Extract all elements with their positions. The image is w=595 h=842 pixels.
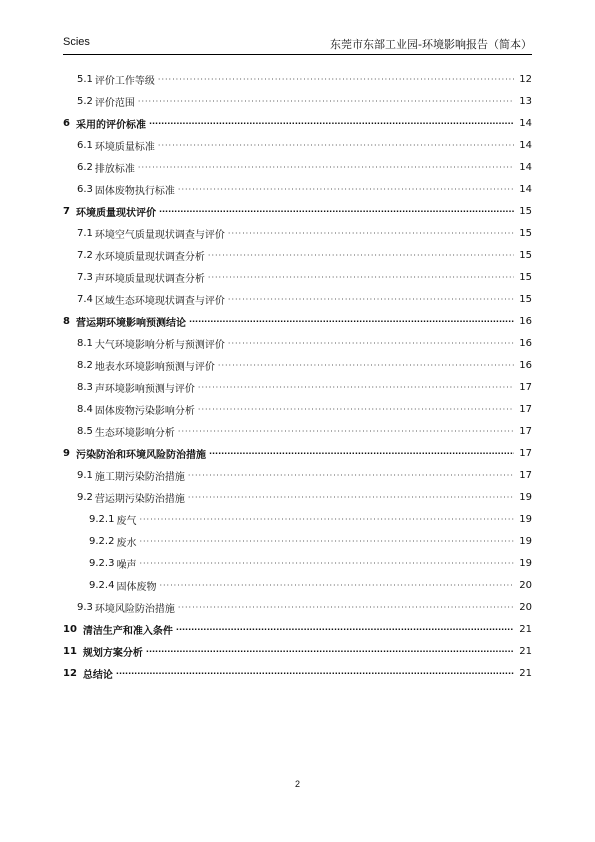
- toc-entry[interactable]: [63, 156, 532, 178]
- toc-entry-page: 19: [519, 513, 532, 525]
- toc-dot-leader: [159, 207, 514, 216]
- toc-entry-title: 营运期污染防治措施: [94, 493, 185, 505]
- toc-entry[interactable]: [63, 68, 532, 90]
- toc-entry-title: 生态环境影响分析: [94, 427, 175, 439]
- toc-entry-number: 9.2.2: [89, 535, 115, 547]
- toc-entry-title: 地表水环境影响预测与评价: [94, 361, 215, 373]
- toc-entry-page: 21: [519, 667, 532, 679]
- toc-dot-leader: [139, 537, 514, 546]
- toc-dot-leader: [158, 75, 514, 84]
- toc-dot-leader: [149, 119, 514, 128]
- toc-entry-page: 16: [519, 359, 532, 371]
- toc-dot-leader: [188, 471, 514, 480]
- toc-entry-title: 环境风险防治措施: [94, 603, 175, 615]
- toc-entry[interactable]: [63, 134, 532, 156]
- toc-dot-leader: [208, 251, 514, 260]
- toc-entry-number: 5.1: [77, 73, 93, 85]
- toc-entry-number: 12: [63, 667, 77, 679]
- toc-entry-page: 14: [519, 183, 532, 195]
- toc-entry-number: 8.5: [77, 425, 93, 437]
- toc-dot-leader: [139, 559, 514, 568]
- toc-entry-number: 10: [63, 623, 77, 635]
- toc-dot-leader: [158, 141, 514, 150]
- toc-entry-number: 9: [63, 447, 70, 459]
- toc-dot-leader: [139, 515, 514, 524]
- toc-entry-title: 施工期污染防治措施: [94, 471, 185, 483]
- toc-entry-title: 大气环境影响分析与预测评价: [94, 339, 225, 351]
- table-of-contents: [63, 68, 532, 684]
- toc-entry-page: 17: [519, 403, 532, 415]
- toc-dot-leader: [188, 493, 514, 502]
- header-report-title: 东莞市东部工业园-环境影响报告（简本）: [330, 38, 532, 51]
- toc-entry-title: 区域生态环境现状调查与评价: [94, 295, 225, 307]
- toc-entry-title: 固体废物执行标准: [94, 185, 175, 197]
- toc-entry-number: 6: [63, 117, 70, 129]
- toc-entry-title: 总结论: [82, 669, 113, 681]
- toc-dot-leader: [159, 581, 514, 590]
- toc-dot-leader: [189, 317, 514, 326]
- toc-entry-number: 9.2.1: [89, 513, 115, 525]
- toc-entry-page: 14: [519, 117, 532, 129]
- toc-entry-number: 9.2.3: [89, 557, 115, 569]
- toc-dot-leader: [178, 427, 514, 436]
- toc-entry[interactable]: [63, 112, 532, 134]
- toc-dot-leader: [218, 361, 514, 370]
- toc-dot-leader: [208, 273, 514, 282]
- toc-entry-title: 排放标准: [94, 163, 135, 175]
- toc-entry[interactable]: [63, 90, 532, 112]
- toc-entry-page: 21: [519, 623, 532, 635]
- toc-entry-number: 8.2: [77, 359, 93, 371]
- toc-entry[interactable]: [63, 662, 532, 684]
- toc-entry-title: 固体废物: [116, 581, 157, 593]
- toc-entry-number: 8.4: [77, 403, 93, 415]
- toc-dot-leader: [138, 163, 514, 172]
- toc-entry-title: 声环境影响预测与评价: [94, 383, 195, 395]
- toc-entry-number: 7.3: [77, 271, 93, 283]
- toc-entry-title: 水环境质量现状调查分析: [94, 251, 205, 263]
- toc-entry-number: 6.3: [77, 183, 93, 195]
- toc-entry[interactable]: [63, 442, 532, 464]
- toc-entry-page: 17: [519, 381, 532, 393]
- toc-entry-page: 14: [519, 139, 532, 151]
- toc-entry-page: 15: [519, 271, 532, 283]
- toc-entry[interactable]: [63, 178, 532, 200]
- toc-dot-leader: [228, 339, 514, 348]
- toc-dot-leader: [198, 405, 514, 414]
- toc-entry[interactable]: [63, 200, 532, 222]
- toc-entry-title: 固体废物污染影响分析: [94, 405, 195, 417]
- toc-entry[interactable]: [63, 398, 532, 420]
- toc-entry-page: 15: [519, 249, 532, 261]
- toc-dot-leader: [228, 229, 514, 238]
- toc-entry[interactable]: [63, 508, 532, 530]
- toc-dot-leader: [178, 603, 514, 612]
- toc-entry[interactable]: [63, 640, 532, 662]
- toc-entry[interactable]: [63, 266, 532, 288]
- toc-entry[interactable]: [63, 310, 532, 332]
- toc-entry-number: 9.2: [77, 491, 93, 503]
- toc-entry-page: 15: [519, 227, 532, 239]
- toc-entry-number: 5.2: [77, 95, 93, 107]
- toc-entry[interactable]: [63, 574, 532, 596]
- toc-dot-leader: [116, 669, 514, 678]
- toc-entry-page: 17: [519, 469, 532, 481]
- toc-entry-number: 6.2: [77, 161, 93, 173]
- toc-entry-title: 废水: [116, 537, 137, 549]
- toc-entry[interactable]: [63, 420, 532, 442]
- toc-entry-title: 环境质量标准: [94, 141, 155, 153]
- toc-entry-number: 9.1: [77, 469, 93, 481]
- toc-entry[interactable]: [63, 288, 532, 310]
- toc-entry-page: 14: [519, 161, 532, 173]
- toc-entry-title: 环境质量现状评价: [75, 207, 156, 219]
- toc-entry[interactable]: [63, 244, 532, 266]
- toc-entry-page: 20: [519, 579, 532, 591]
- toc-dot-leader: [176, 625, 514, 634]
- toc-dot-leader: [228, 295, 514, 304]
- toc-entry-page: 19: [519, 557, 532, 569]
- toc-entry-title: 清洁生产和准入条件: [82, 625, 173, 637]
- toc-entry-page: 15: [519, 205, 532, 217]
- toc-entry-number: 8: [63, 315, 70, 327]
- toc-entry-title: 评价工作等级: [94, 75, 155, 87]
- toc-entry-number: 7.1: [77, 227, 93, 239]
- toc-entry-page: 19: [519, 491, 532, 503]
- toc-entry-page: 16: [519, 337, 532, 349]
- toc-dot-leader: [209, 449, 514, 458]
- toc-entry-page: 19: [519, 535, 532, 547]
- toc-entry[interactable]: [63, 354, 532, 376]
- toc-entry[interactable]: [63, 486, 532, 508]
- toc-entry-number: 8.3: [77, 381, 93, 393]
- header-left-text: Scies: [63, 36, 90, 48]
- toc-entry-number: 8.1: [77, 337, 93, 349]
- toc-entry[interactable]: [63, 552, 532, 574]
- toc-entry-title: 废气: [116, 515, 137, 527]
- toc-entry[interactable]: [63, 530, 532, 552]
- toc-entry-page: 12: [519, 73, 532, 85]
- toc-entry-title: 噪声: [116, 559, 137, 571]
- toc-entry-page: 13: [519, 95, 532, 107]
- toc-dot-leader: [138, 97, 514, 106]
- toc-entry-page: 17: [519, 425, 532, 437]
- toc-entry-title: 评价范围: [94, 97, 135, 109]
- toc-entry-title: 环境空气质量现状调查与评价: [94, 229, 225, 241]
- toc-entry-number: 11: [63, 645, 77, 657]
- toc-entry-title: 规划方案分析: [82, 647, 143, 659]
- toc-entry[interactable]: [63, 596, 532, 618]
- toc-entry-page: 15: [519, 293, 532, 305]
- toc-dot-leader: [178, 185, 514, 194]
- toc-entry[interactable]: [63, 376, 532, 398]
- toc-entry-page: 21: [519, 645, 532, 657]
- toc-entry-title: 污染防治和环境风险防治措施: [75, 449, 206, 461]
- toc-entry[interactable]: [63, 618, 532, 640]
- toc-entry-page: 17: [519, 447, 532, 459]
- toc-entry[interactable]: [63, 332, 532, 354]
- toc-entry-number: 6.1: [77, 139, 93, 151]
- page-number: 2: [294, 779, 300, 789]
- toc-entry-number: 9.3: [77, 601, 93, 613]
- toc-entry[interactable]: [63, 222, 532, 244]
- toc-entry[interactable]: [63, 464, 532, 486]
- toc-dot-leader: [198, 383, 514, 392]
- toc-entry-number: 7.2: [77, 249, 93, 261]
- page-header: [63, 36, 532, 55]
- toc-entry-number: 7: [63, 205, 70, 217]
- toc-entry-title: 采用的评价标准: [75, 119, 146, 131]
- toc-dot-leader: [146, 647, 514, 656]
- toc-entry-title: 声环境质量现状调查分析: [94, 273, 205, 285]
- toc-entry-page: 20: [519, 601, 532, 613]
- toc-entry-number: 7.4: [77, 293, 93, 305]
- toc-entry-page: 16: [519, 315, 532, 327]
- toc-entry-title: 营运期环境影响预测结论: [75, 317, 186, 329]
- toc-entry-number: 9.2.4: [89, 579, 115, 591]
